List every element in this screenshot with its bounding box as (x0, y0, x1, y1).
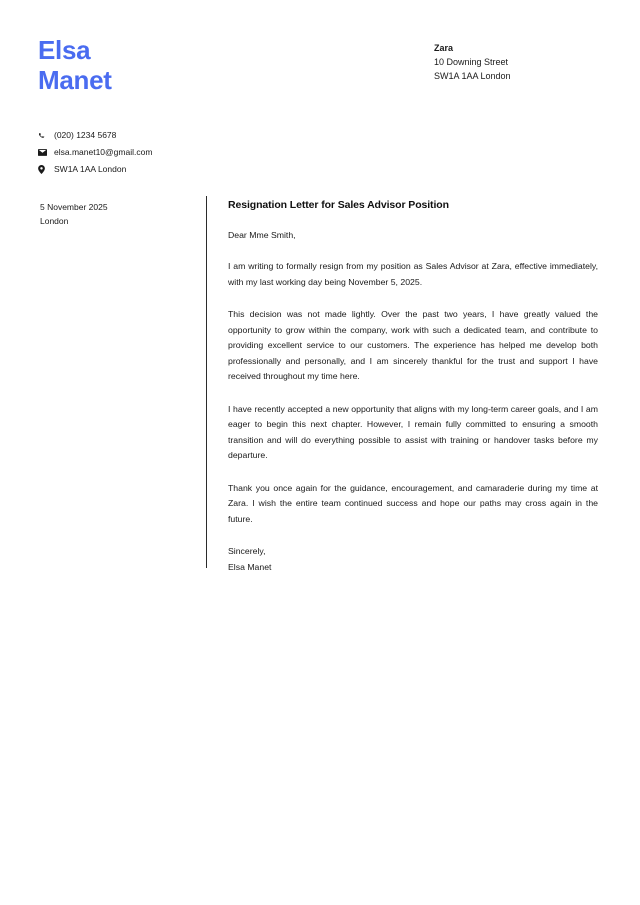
envelope-icon (38, 149, 54, 156)
sender-last-name: Manet (38, 64, 112, 95)
phone-icon (38, 131, 54, 140)
letter-closing (228, 544, 598, 575)
letter-meta (40, 201, 108, 229)
sender-name (38, 36, 218, 95)
letter-paragraph-2: This decision was not made lightly. Over the past two years, I have greatly valued the opportunity to grow within the company, work with such a dedicated team, and contribute to providing excellent service to our customers. The experience has helped me develop both professionally and personally, and I am sincerely thankful for the trust and support I have received throughout my time here. (228, 309, 598, 382)
contact-address (38, 162, 152, 176)
recipient-company: Zara (434, 43, 454, 53)
contact-email (38, 145, 152, 159)
location-pin-icon (38, 165, 54, 174)
contact-email-value: elsa.manet10@gmail.com (54, 147, 153, 157)
letter-salutation: Dear Mme Smith, (228, 230, 296, 240)
letter-paragraph-1: I am writing to formally resign from my position as Sales Advisor at Zara, effective immediately, with my last working day being November 5, 2025. (228, 261, 598, 287)
recipient-city-postcode: SW1A 1AA London (434, 71, 511, 82)
contact-details-list (38, 128, 152, 179)
letter-paragraph-3: I have recently accepted a new opportunity that aligns with my long-term career goals, and I am eager to begin this next chapter. However, I remain fully committed to ensuring a smooth transition and will do everything possible to assist with training or handover tasks before my departure. (228, 403, 598, 461)
letter-paragraph-4: Thank you once again for the guidance, encouragement, and camaraderie during my time at Zara. I wish the entire team continued success and hope our paths may cross again in the future. (228, 482, 598, 524)
sender-first-name: Elsa (38, 35, 91, 65)
letter-title: Resignation Letter for Sales Advisor Position (228, 199, 449, 211)
contact-address-value: SW1A 1AA London (54, 164, 127, 174)
contact-phone-value: (020) 1234 5678 (54, 130, 117, 140)
letter-date: 5 November 2025 (40, 202, 108, 212)
letter-location: London (40, 215, 69, 226)
recipient-address-block (434, 41, 511, 84)
vertical-divider (206, 196, 207, 568)
letter-body (228, 199, 598, 575)
closing-signature-name: Elsa Manet (228, 561, 272, 572)
recipient-street: 10 Downing Street (434, 57, 509, 68)
closing-phrase: Sincerely, (228, 546, 266, 557)
contact-phone (38, 128, 152, 142)
